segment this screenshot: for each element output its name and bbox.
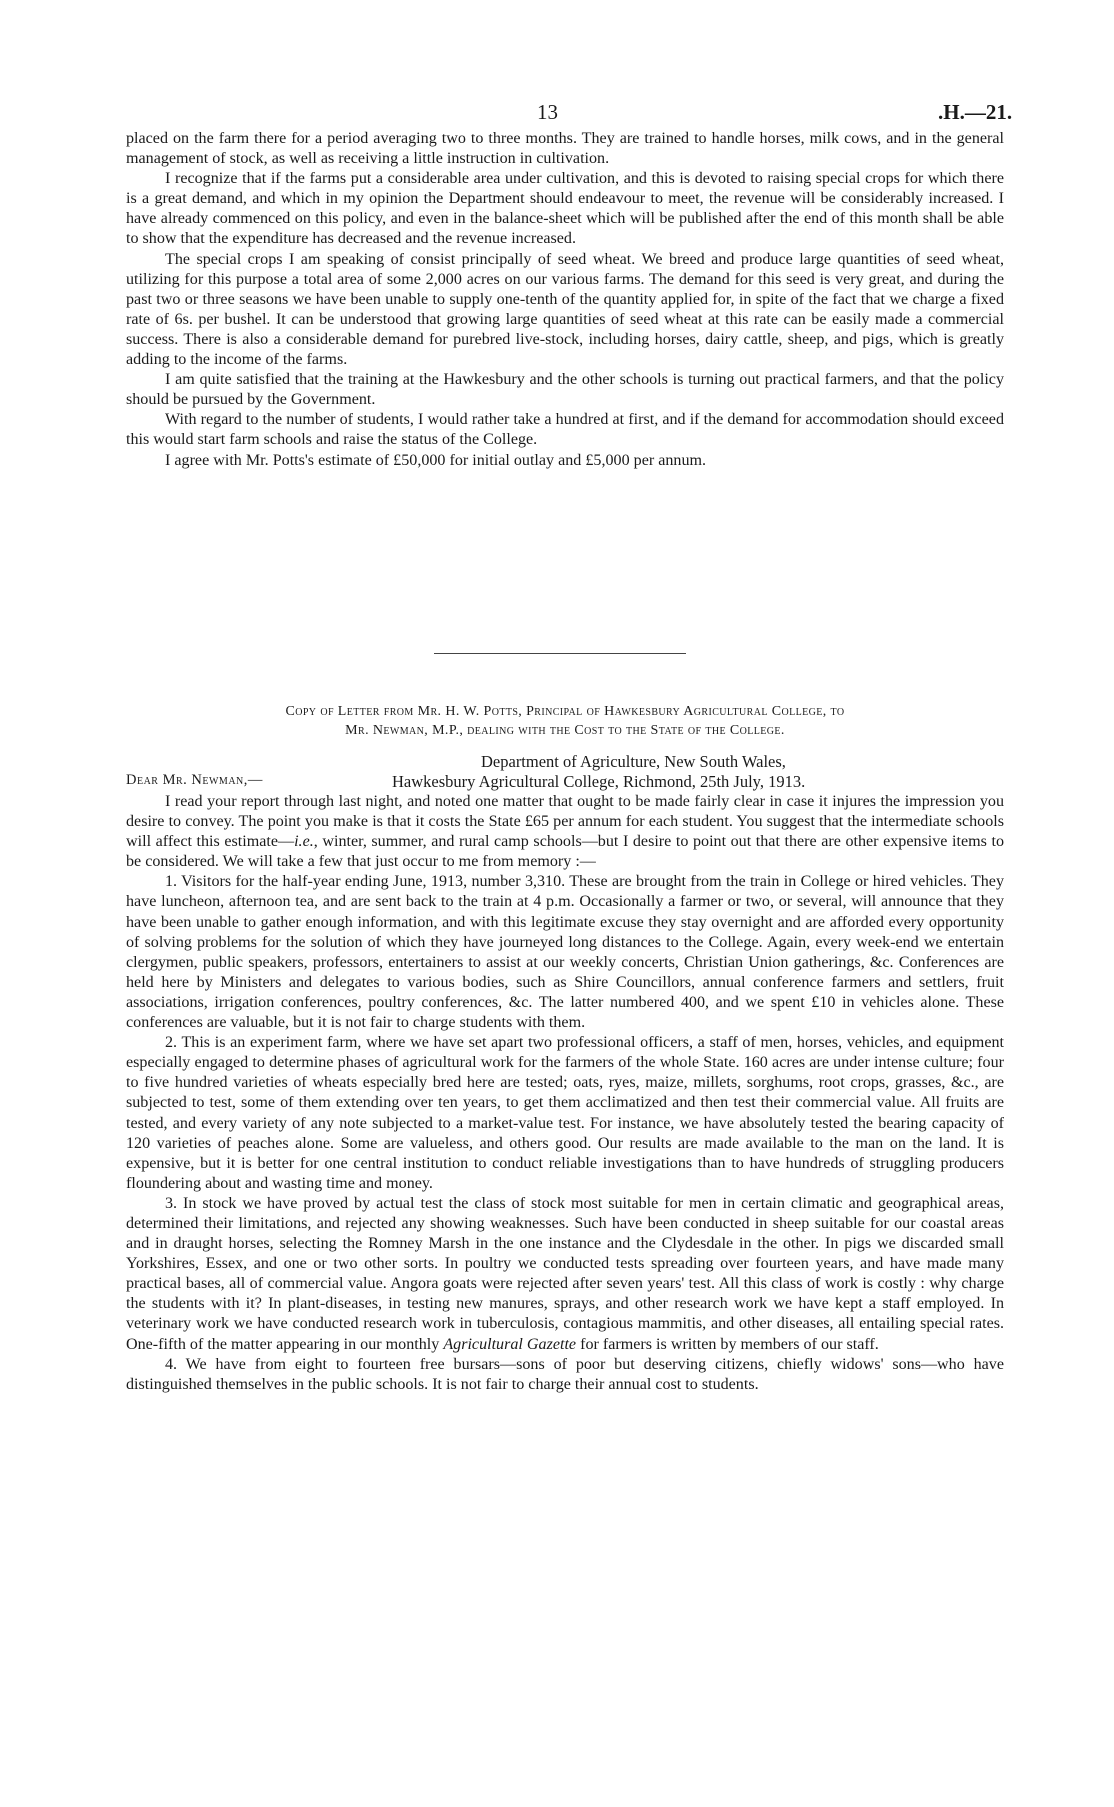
paragraph: I am quite satisfied that the training at the Hawkesbury and the other schools is turning out practical farmers, and that the policy should be pursued by the Government. [126,371,1004,409]
text-run: for farmers is written by members of our staff. [576,1335,879,1353]
section-divider [434,653,686,654]
paragraph: With regard to the number of students, I would rather take a hundred at first, and if the demand for accommodation should exceed this would start farm schools and raise the status of the College. [126,411,1004,449]
paper-code: .H.—21. [938,100,1013,124]
text-run: , winter, summer, and rural camp schools—but I desire to point out that there are other expensive items to be considered. We will take a few that just occur to me from memory :— [126,833,1004,871]
page-number: 13 [537,100,558,124]
list-item [126,1194,1004,1355]
text-run: i.e. [294,833,314,851]
text-run: 3. In stock we have proved by actual test the class of stock most suitable for men in certain climatic and geographical areas, determined their limitations, and rejected any showing weaknesses. Such have been conducted in sheep suitable for our coastal areas and in draught horses, selecting the Romney Marsh in the one instance and the Clydesdale in the other. In pigs we discarded small Yorkshires, Essex, and one or two other sorts. In poultry we conducted tests spreading over fourteen years, and have made many practical bases, all of commercial value. Angora goats were rejected after seven years' test. All this class of work is costly : why charge the students with it? In plant-diseases, in testing new manures, sprays, and other research work we have kept a staff employed. In veterinary work we have conducted research work in tuberculosis, contagious mammitis, and other diseases, all entailing special rates. One-fifth of the matter appearing in our monthly [126,1194,1004,1353]
letter-body [126,792,1004,1395]
section-evidence [126,129,1004,471]
letter-address-line: Hawkesbury Agricultural College, Richmond, 25th July, 1913. [392,772,806,791]
publication-title: Agricultural Gazette [443,1335,577,1353]
paragraph: placed on the farm there for a period averaging two to three months. They are trained to handle horses, milk cows, and in the general management of stock, as well as receiving a little instruction in cultivation. [126,130,1004,168]
text-run: I read your report through last night, and noted one matter that ought to be made fairly clear in case it injures the impression you desire to convey. The point you make is that it costs the State £65 per annum for each student. You suggest that the intermediate schools will affect this estimate— [126,793,1004,851]
list-item: 2. This is an experiment farm, where we have set apart two professional officers, a staff of men, horses, vehicles, and equipment especially engaged to determine phases of agricultural work for the farmers of the whole State. 160 acres are under intense culture; four to five hundred varieties of wheats especially bred here are tested; oats, ryes, maize, millets, sorghums, root crops, grasses, &c., are subjected to test, some of them extending over ten years, to get them acclimatized and then test their commercial value. All fruits are tested, and every variety of any note subjected to a market-value test. For instance, we have absolutely tested the bearing capacity of 120 varieties of peaches alone. Some are valueless, and others good. Our results are made available to the man on the land. It is expensive, but it is better for one central institution to conduct reliable investigations than to have hundreds of struggling producers floundering about and wasting time and money. [126,1034,1004,1192]
letter-heading-line: Copy of Letter from Mr. H. W. Potts, Principal of Hawkesbury Agricultural College, to [285,704,845,719]
paragraph: The special crops I am speaking of consist principally of seed wheat. We breed and produce large quantities of seed wheat, utilizing for this purpose a total area of some 2,000 acres on our various farms. The demand for this seed is very great, and during the past two or three seasons we have been unable to supply one-tenth of the quantity applied for, in spite of the fact that we charge a fixed rate of 6s. per bushel. It can be understood that growing large quantities of seed wheat at this rate can be easily made a commercial success. There is also a considerable demand for purebred live-stock, including horses, dairy cattle, sheep, and pigs, which is greatly adding to the income of the farms. [126,250,1004,369]
paragraph: I recognize that if the farms put a considerable area under cultivation, and this is devoted to raising special crops for which there is a great demand, and which in my opinion the Department should endeavour to meet, the revenue will be considerably increased. I have already commenced on this policy, and even in the balance-sheet which will be published after the end of this month shall be able to show that the expenditure has decreased and the revenue increased. [126,170,1004,248]
letter-address-line: Department of Agriculture, New South Wales, [481,752,786,771]
paragraph: I agree with Mr. Potts's estimate of £50,000 for initial outlay and £5,000 per annum. [165,451,707,469]
paragraph [126,792,1004,872]
letter-heading-line: Mr. Newman, M.P., dealing with the Cost to the State of the College. [345,723,785,738]
letter-salutation: Dear Mr. Newman,— [126,772,263,788]
letter-heading [126,702,1004,740]
list-item: 4. We have from eight to fourteen free bursars—sons of poor but deserving citizens, chiefly widows' sons—who have distinguished themselves in the public schools. It is not fair to charge their annual cost to students. [126,1355,1004,1393]
list-item: 1. Visitors for the half-year ending June, 1913, number 3,310. These are brought from the train in College or hired vehicles. They have luncheon, afternoon tea, and are sent back to the train at 4 p.m. Occasionally a farmer or two, or several, will announce that they have been unable to gather enough information, and with this legitimate excuse they stay overnight and are afforded every opportunity of solving problems for the solution of which they have journeyed long distances to the College. Again, every week-end we entertain clergymen, public speakers, professors, entertainers to assist at our weekly concerts, Christian Union gatherings, &c. Conferences are held here by Ministers and delegates to various bodies, such as Shire Councillors, annual conference farmers and settlers, fruit associations, irrigation conferences, poultry conferences, &c. The latter numbered 400, and we spent £10 in vehicles alone. These conferences are valuable, but it is not fair to charge students with them. [126,873,1004,1032]
